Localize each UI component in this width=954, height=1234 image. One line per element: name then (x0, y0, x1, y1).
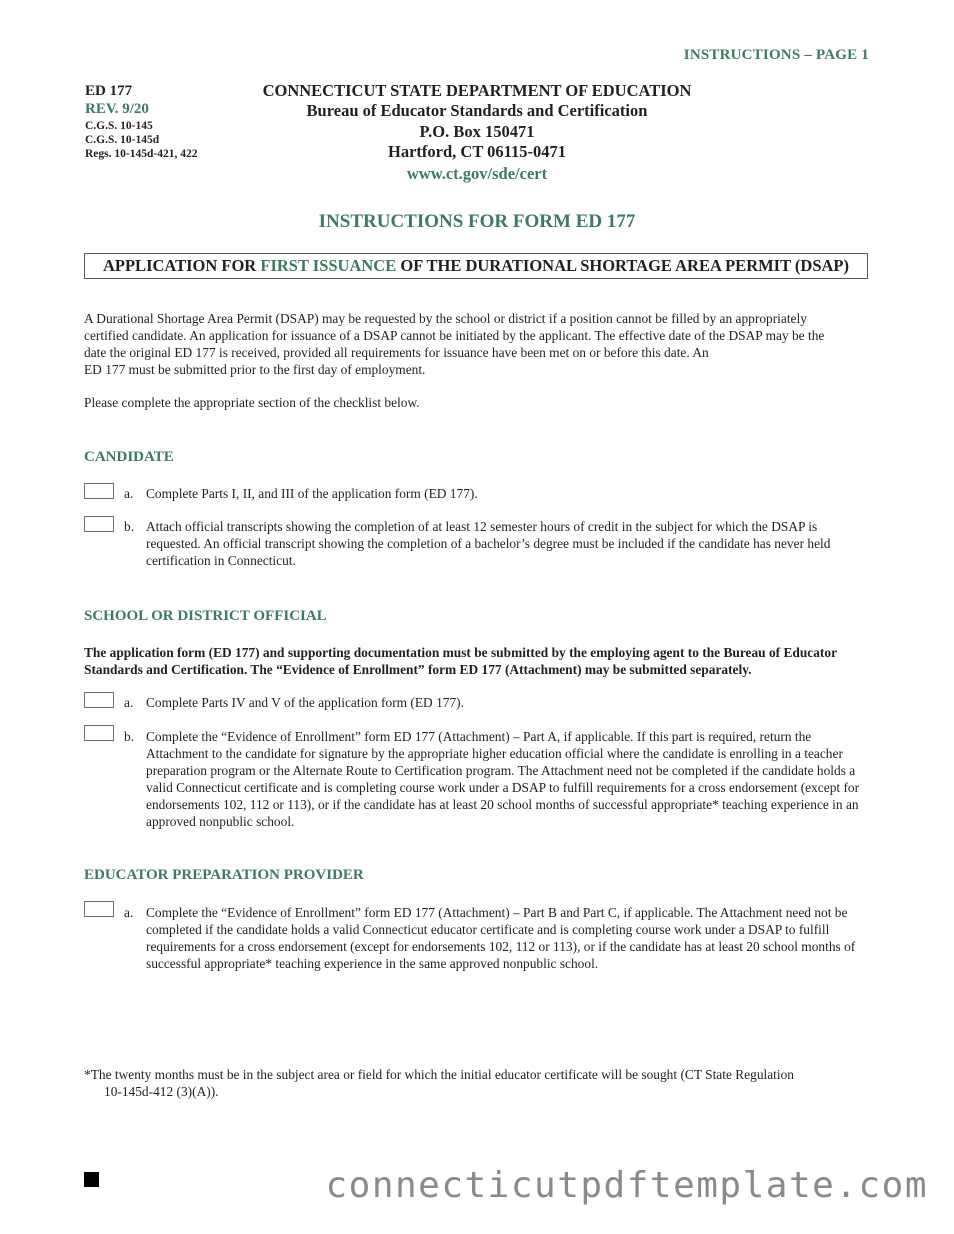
form-meta (85, 82, 197, 161)
banner-prefix: APPLICATION FOR (102, 256, 261, 275)
item-letter: b. (124, 729, 135, 744)
form-revision: REV. 9/20 (85, 101, 149, 117)
item-text: Complete Parts IV and V of the application form (ED 177). (146, 695, 464, 710)
item-letter: a. (124, 486, 134, 501)
footnote (84, 1066, 864, 1100)
candidate-item-a (124, 485, 866, 502)
candidate-heading: CANDIDATE (84, 449, 174, 465)
footnote-line: *The twenty months must be in the subject area or field for which the initial educator certificate will be sought (CT State Regulation (84, 1067, 795, 1082)
agency-block (200, 80, 754, 184)
application-banner (84, 253, 868, 279)
intro-paragraph (84, 310, 864, 378)
candidate-b-checkbox[interactable] (84, 516, 114, 532)
banner-suffix: OF THE DURATIONAL SHORTAGE AREA PERMIT (DSAP) (396, 256, 850, 275)
item-text: Complete the “Evidence of Enrollment” form ED 177 (Attachment) – Part B and Part C, if applicable. The Attachment need not be completed if the candidate holds a valid Connecticut educator certificate and is completing course work under a DSAP to fulfill requirements for a cross endorsement (except for endorsements 102, 112 or 113), or if the candidate has at least 20 school months of successful appropriate* teaching experience in the same approved nonpublic school. (146, 905, 856, 971)
page-label: INSTRUCTIONS – PAGE 1 (683, 47, 869, 63)
item-letter: b. (124, 519, 135, 534)
candidate-a-checkbox[interactable] (84, 483, 114, 499)
page-marker (84, 1172, 99, 1187)
intro-line: certified candidate. An application for issuance of a DSAP cannot be initiated by the applicant. The effective date of the DSAP may be the (84, 328, 825, 343)
school-item-b (124, 728, 866, 830)
document-title: INSTRUCTIONS FOR FORM ED 177 (318, 211, 636, 232)
intro-line: ED 177 must be submitted prior to the first day of employment. (84, 362, 426, 377)
statute-3: Regs. 10-145d-421, 422 (85, 148, 198, 160)
watermark-text: connecticutpdftemplate.com (325, 1165, 928, 1206)
provider-heading: EDUCATOR PREPARATION PROVIDER (84, 867, 364, 883)
checklist-note: Please complete the appropriate section of the checklist below. (84, 395, 420, 410)
item-letter: a. (124, 905, 134, 920)
footnote-line: 10-145d-412 (3)(A)). (104, 1084, 219, 1099)
city-address: Hartford, CT 06115-0471 (388, 142, 566, 161)
school-submission-note: The application form (ED 177) and supporting documentation must be submitted by the employing agent to the Bureau of Educator Standards and Certification. The “Evidence of Enrollment” form ED 177 (Attachment) may be submitted separately. (84, 645, 837, 677)
candidate-item-b (124, 518, 866, 569)
provider-item-a (124, 904, 866, 972)
item-letter: a. (124, 695, 134, 710)
intro-line: date the original ED 177 is received, provided all requirements for issuance have been met on or before this date. An (84, 345, 709, 360)
agency-name: CONNECTICUT STATE DEPARTMENT OF EDUCATION (262, 81, 692, 100)
item-text: Complete the “Evidence of Enrollment” form ED 177 (Attachment) – Part A, if applicable. If this part is required, return the Attachment to the candidate for signature by the appropriate higher education official where the candidate is enrolling in a teacher preparation program or the Alternate Route to Certification program. The Attachment need not be completed if the candidate holds a valid Connecticut certificate and is completing course work under a DSAP to fulfill requirements for a cross endorsement (except for endorsements 102, 112 or 113), or if the candidate has at least 20 school months of successful appropriate* teaching experience in an approved nonpublic school. (146, 729, 860, 829)
statute-1: C.G.S. 10-145 (85, 120, 153, 132)
statute-2: C.G.S. 10-145d (85, 134, 160, 146)
provider-a-checkbox[interactable] (84, 901, 114, 917)
school-heading: SCHOOL OR DISTRICT OFFICIAL (84, 608, 327, 624)
school-a-checkbox[interactable] (84, 692, 114, 708)
item-text: Complete Parts I, II, and III of the application form (ED 177). (146, 486, 478, 501)
banner-highlight: FIRST ISSUANCE (260, 256, 397, 275)
website-link[interactable]: www.ct.gov/sde/cert (406, 163, 548, 183)
form-id: ED 177 (85, 83, 133, 99)
intro-line: A Durational Shortage Area Permit (DSAP) may be requested by the school or district if a position cannot be filled by an appropriately (84, 311, 807, 326)
po-box: P.O. Box 150471 (419, 121, 535, 141)
bureau-name: Bureau of Educator Standards and Certification (306, 101, 648, 120)
school-b-checkbox[interactable] (84, 725, 114, 741)
item-text: Attach official transcripts showing the completion of at least 12 semester hours of credit in the subject for which the DSAP is requested. An official transcript showing the completion of a bachelor’s degree must be included if the candidate has never held certification in Connecticut. (146, 519, 831, 568)
school-item-a (124, 694, 866, 711)
